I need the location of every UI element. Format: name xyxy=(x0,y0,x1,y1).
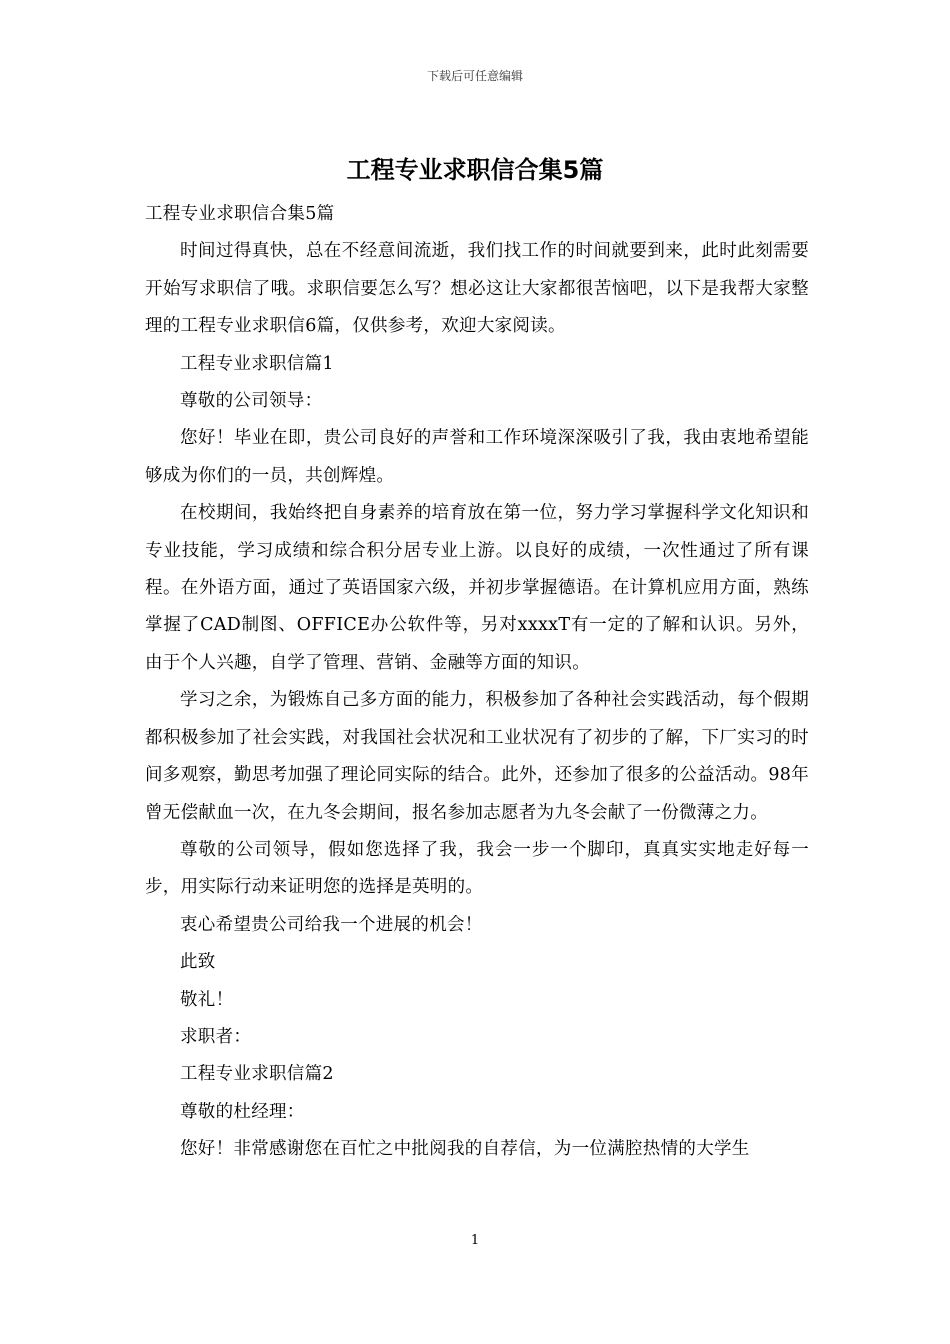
paragraph: 时间过得真快，总在不经意间流逝，我们找工作的时间就要到来，此时此刻需要开始写求职信了哦。求职信要怎么写？想必这让大家都很苦恼吧，以下是我帮大家整理的工程专业求职信6篇，仅供参考，欢迎大家阅读。 xyxy=(145,241,809,337)
section-heading: 工程专业求职信篇2 xyxy=(180,1064,334,1085)
document-title: 工程专业求职信合集5篇 xyxy=(346,156,604,184)
closing: 敬礼！ xyxy=(180,989,234,1010)
document-body xyxy=(145,196,809,1169)
signature: 求职者： xyxy=(180,1026,252,1047)
page-number: 1 xyxy=(470,1233,480,1248)
paragraph: 衷心希望贵公司给我一个进展的机会！ xyxy=(180,914,483,935)
salutation: 尊敬的杜经理： xyxy=(180,1101,305,1122)
paragraph: 您好！毕业在即，贵公司良好的声誉和工作环境深深吸引了我，我由衷地希望能够成为你们的一员，共创辉煌。 xyxy=(145,428,809,486)
closing: 此致 xyxy=(180,952,216,973)
salutation: 尊敬的公司领导： xyxy=(180,391,323,412)
paragraph: 在校期间，我始终把自身素养的培育放在第一位，努力学习掌握科学文化知识和专业技能，学习成绩和综合积分居专业上游。以良好的成绩，一次性通过了所有课程。在外语方面，通过了英语国家六级，并初步掌握德语。在计算机应用方面，熟练掌握了CAD制图、OFFICE办公软件等，另对xxxxT有一定的了解和认识。另外，由于个人兴趣，自学了管理、营销、金融等方面的知识。 xyxy=(145,503,809,673)
paragraph: 工程专业求职信合集5篇 xyxy=(145,204,335,224)
section-heading: 工程专业求职信篇1 xyxy=(180,353,334,374)
paragraph: 您好！非常感谢您在百忙之中批阅我的自荐信，为一位满腔热情的大学生 xyxy=(180,1139,750,1160)
header-note: 下载后可任意编辑 xyxy=(426,69,523,83)
paragraph: 尊敬的公司领导，假如您选择了我，我会一步一个脚印，真真实实地走好每一步，用实际行动来证明您的选择是英明的。 xyxy=(145,839,809,898)
paragraph: 学习之余，为锻炼自己多方面的能力，积极参加了各种社会实践活动，每个假期都积极参加了社会实践，对我国社会状况和工业状况有了初步的了解，下厂实习的时间多观察，勤思考加强了理论同实际的结合。此外，还参加了很多的公益活动。98年曾无偿献血一次，在九冬会期间，报名参加志愿者为九冬会献了一份微薄之力。 xyxy=(145,690,809,823)
